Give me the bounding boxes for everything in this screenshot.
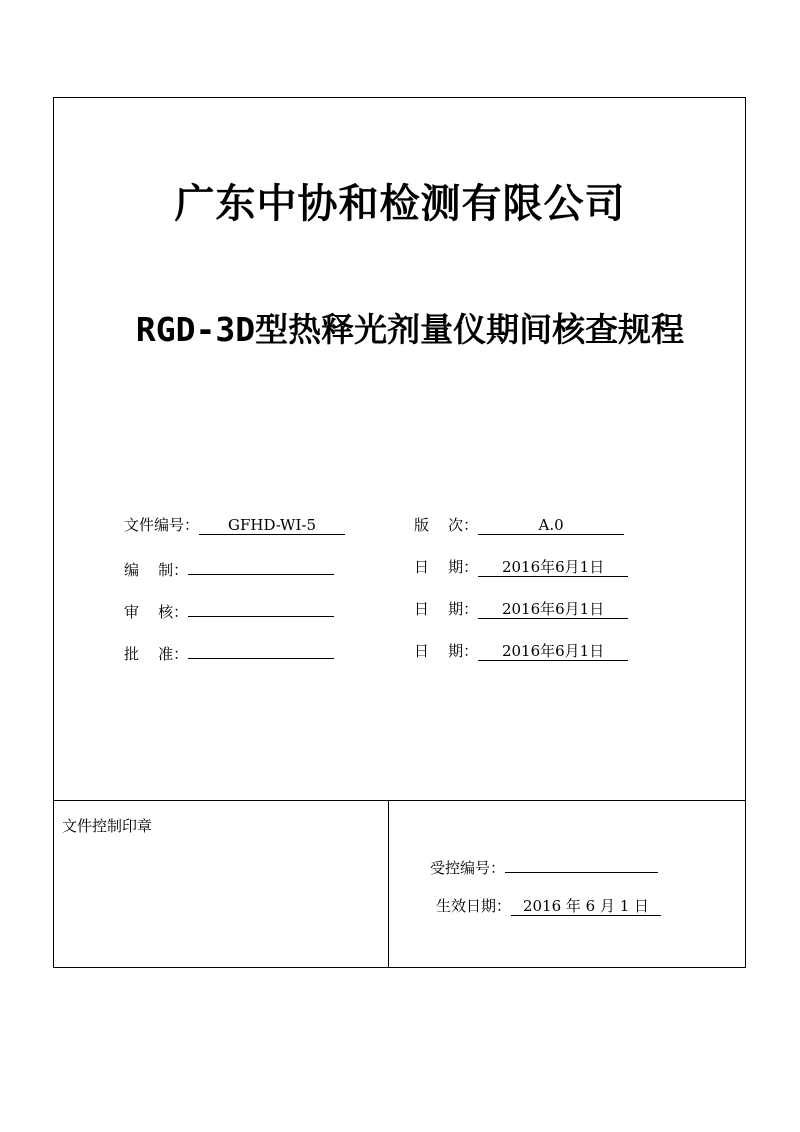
effective-date-field	[436, 895, 661, 917]
document-title: RGD-3D型热释光剂量仪期间核查规程	[135, 310, 685, 349]
company-name: 广东中协和检测有限公司	[174, 181, 626, 227]
effective-date-label: 生效日期：	[436, 897, 512, 915]
review-date-field	[414, 598, 628, 620]
compiler-value	[188, 556, 334, 575]
compiler-field	[124, 556, 334, 578]
review-date-value: 2016年6月1日	[478, 600, 628, 619]
approve-date-field	[414, 640, 628, 662]
reviewer-field	[124, 598, 334, 620]
approve-date-value: 2016年6月1日	[478, 642, 628, 661]
compile-date-field	[414, 556, 628, 578]
reviewer-value	[188, 598, 334, 617]
compile-date-value: 2016年6月1日	[478, 558, 628, 577]
approver-label: 批 准：	[124, 645, 189, 663]
controlled-number-value	[505, 854, 658, 873]
doc-number-label: 文件编号：	[124, 516, 200, 534]
approver-field	[124, 640, 334, 662]
approve-date-label: 日 期：	[414, 642, 479, 660]
version-field	[414, 514, 624, 536]
compile-date-label: 日 期：	[414, 558, 479, 576]
doc-number-value: GFHD-WI-5	[199, 516, 345, 535]
compiler-label: 编 制：	[124, 561, 189, 579]
version-value: A.0	[478, 516, 624, 535]
version-label: 版 次：	[414, 516, 479, 534]
control-column-divider	[388, 800, 389, 968]
approver-value	[188, 640, 334, 659]
control-stamp-label: 文件控制印章	[62, 817, 153, 835]
controlled-number-label: 受控编号：	[430, 859, 506, 877]
effective-date-value: 2016 年 6 月 1 日	[511, 897, 661, 916]
controlled-number-field	[430, 854, 658, 876]
doc-number-field	[124, 514, 345, 536]
review-date-label: 日 期：	[414, 600, 479, 618]
reviewer-label: 审 核：	[124, 603, 189, 621]
section-divider	[53, 800, 746, 801]
